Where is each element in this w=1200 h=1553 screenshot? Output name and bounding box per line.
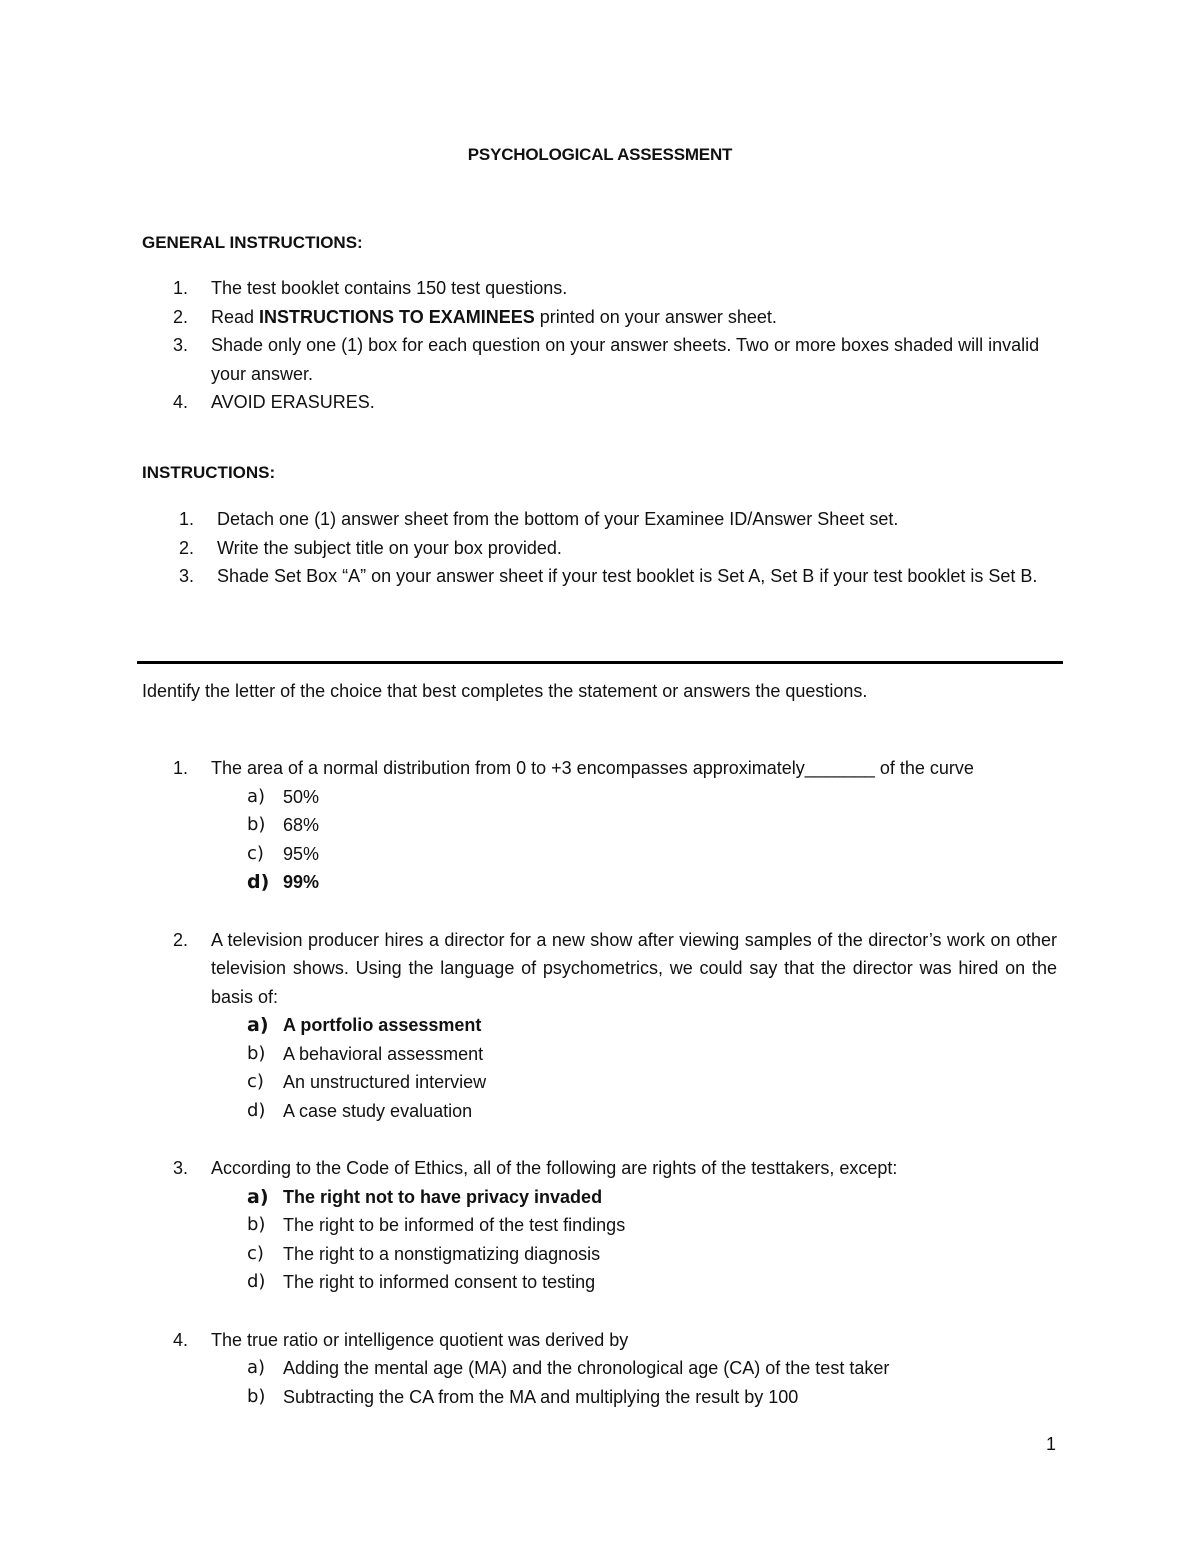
item-text: printed on your answer sheet. — [534, 306, 777, 327]
question-text: A television producer hires a director for a new show after viewing samples of the director’s work on other television shows. Using the language of psychometrics, we could say that the director was hired on the basis of: — [211, 929, 1057, 1007]
instruction-item — [179, 505, 1063, 534]
option-list — [247, 783, 1057, 897]
option-text: Subtracting the CA from the MA and multiplying the result by 100 — [283, 1386, 799, 1407]
option-item — [247, 1068, 1057, 1097]
option-item — [247, 1268, 1057, 1297]
option-letter: a) — [247, 1357, 266, 1378]
question-item — [173, 1326, 1057, 1412]
option-letter: c) — [247, 842, 264, 864]
instructions-list — [179, 505, 1063, 591]
option-item — [247, 1383, 1057, 1412]
option-item-correct — [247, 1011, 1057, 1040]
option-item-correct — [247, 1183, 1057, 1212]
option-text: A case study evaluation — [283, 1100, 473, 1121]
item-number: 1. — [179, 509, 195, 529]
option-text: 95% — [283, 843, 320, 864]
option-item — [247, 1211, 1057, 1240]
question-number: 2. — [173, 929, 189, 950]
option-item — [247, 1040, 1057, 1069]
section-divider — [137, 661, 1063, 664]
option-list — [247, 1011, 1057, 1125]
question-text: According to the Code of Ethics, all of the following are rights of the testtakers, except: — [211, 1158, 898, 1178]
option-letter: b) — [247, 1385, 266, 1407]
item-number: 4. — [173, 392, 189, 412]
option-item — [247, 1354, 1057, 1383]
option-text: 68% — [283, 815, 320, 835]
option-item — [247, 1240, 1057, 1269]
option-list — [247, 1183, 1057, 1297]
page-title: PSYCHOLOGICAL ASSESSMENT — [467, 145, 733, 164]
item-text: Shade only one (1) box for each question on your answer sheets. Two or more boxes shaded will invalid your answer. — [211, 335, 1040, 384]
instruction-item — [179, 562, 1063, 591]
question-list — [173, 754, 1057, 1440]
directions-text: Identify the letter of the choice that best completes the statement or answers the questions. — [142, 681, 868, 701]
option-text: The right not to have privacy invaded — [283, 1186, 603, 1207]
question-text: The true ratio or intelligence quotient was derived by — [211, 1329, 629, 1350]
page-number: 1 — [1046, 1434, 1057, 1454]
question-text: The area of a normal distribution from 0 to +3 encompasses approximately_______ of the curve — [211, 758, 974, 778]
item-text: AVOID ERASURES. — [211, 392, 375, 412]
option-item — [247, 1097, 1057, 1126]
option-item — [247, 783, 1057, 812]
option-letter: b) — [247, 814, 266, 835]
option-text: A portfolio assessment — [283, 1015, 482, 1035]
option-text: 99% — [283, 872, 320, 892]
item-number: 1. — [173, 278, 189, 298]
option-item — [247, 840, 1057, 869]
item-text: INSTRUCTIONS TO EXAMINEES — [259, 306, 535, 327]
option-letter: d) — [247, 871, 270, 893]
option-text: An unstructured interview — [283, 1072, 487, 1092]
question-item — [173, 1154, 1057, 1297]
general-instructions-list — [173, 274, 1063, 417]
option-text: Adding the mental age (MA) and the chronological age (CA) of the test taker — [283, 1358, 890, 1378]
item-text: The test booklet contains 150 test questions. — [211, 278, 568, 298]
option-item-correct — [247, 868, 1057, 897]
question-number: 3. — [173, 1158, 189, 1178]
option-item — [247, 811, 1057, 840]
option-text: The right to a nonstigmatizing diagnosis — [283, 1243, 601, 1264]
option-text: The right to be informed of the test findings — [283, 1215, 626, 1235]
instruction-item — [179, 534, 1063, 563]
general-instruction-item — [173, 303, 1063, 332]
question-item — [173, 754, 1057, 897]
option-letter: b) — [247, 1214, 266, 1235]
item-text: Write the subject title on your box provided. — [217, 537, 562, 558]
item-number: 3. — [173, 335, 189, 355]
item-number: 2. — [173, 306, 189, 327]
item-text: Shade Set Box “A” on your answer sheet if your test booklet is Set A, Set B if your test booklet is Set B. — [217, 566, 1038, 586]
general-instruction-item — [173, 331, 1063, 388]
option-letter: a) — [247, 785, 266, 807]
option-text: A behavioral assessment — [283, 1043, 484, 1064]
general-instruction-item — [173, 388, 1063, 417]
item-text: Detach one (1) answer sheet from the bottom of your Examinee ID/Answer Sheet set. — [217, 509, 899, 529]
item-number: 3. — [179, 566, 195, 586]
option-text: 50% — [283, 786, 320, 807]
instructions-heading: INSTRUCTIONS: — [142, 463, 276, 482]
question-item — [173, 926, 1057, 1126]
option-letter: c) — [247, 1242, 264, 1264]
option-letter: d) — [247, 1099, 266, 1121]
option-letter: c) — [247, 1071, 264, 1092]
general-instructions-heading: GENERAL INSTRUCTIONS: — [142, 233, 363, 252]
general-instruction-item — [173, 274, 1063, 303]
question-number: 4. — [173, 1329, 189, 1350]
option-letter: d) — [247, 1271, 266, 1292]
option-text: The right to informed consent to testing — [283, 1272, 596, 1292]
item-text: Read — [211, 306, 260, 327]
option-list — [247, 1354, 1057, 1411]
question-number: 1. — [173, 758, 189, 778]
option-letter: a) — [247, 1185, 269, 1208]
option-letter: b) — [247, 1042, 266, 1064]
option-letter: a) — [247, 1014, 269, 1036]
item-number: 2. — [179, 537, 195, 558]
